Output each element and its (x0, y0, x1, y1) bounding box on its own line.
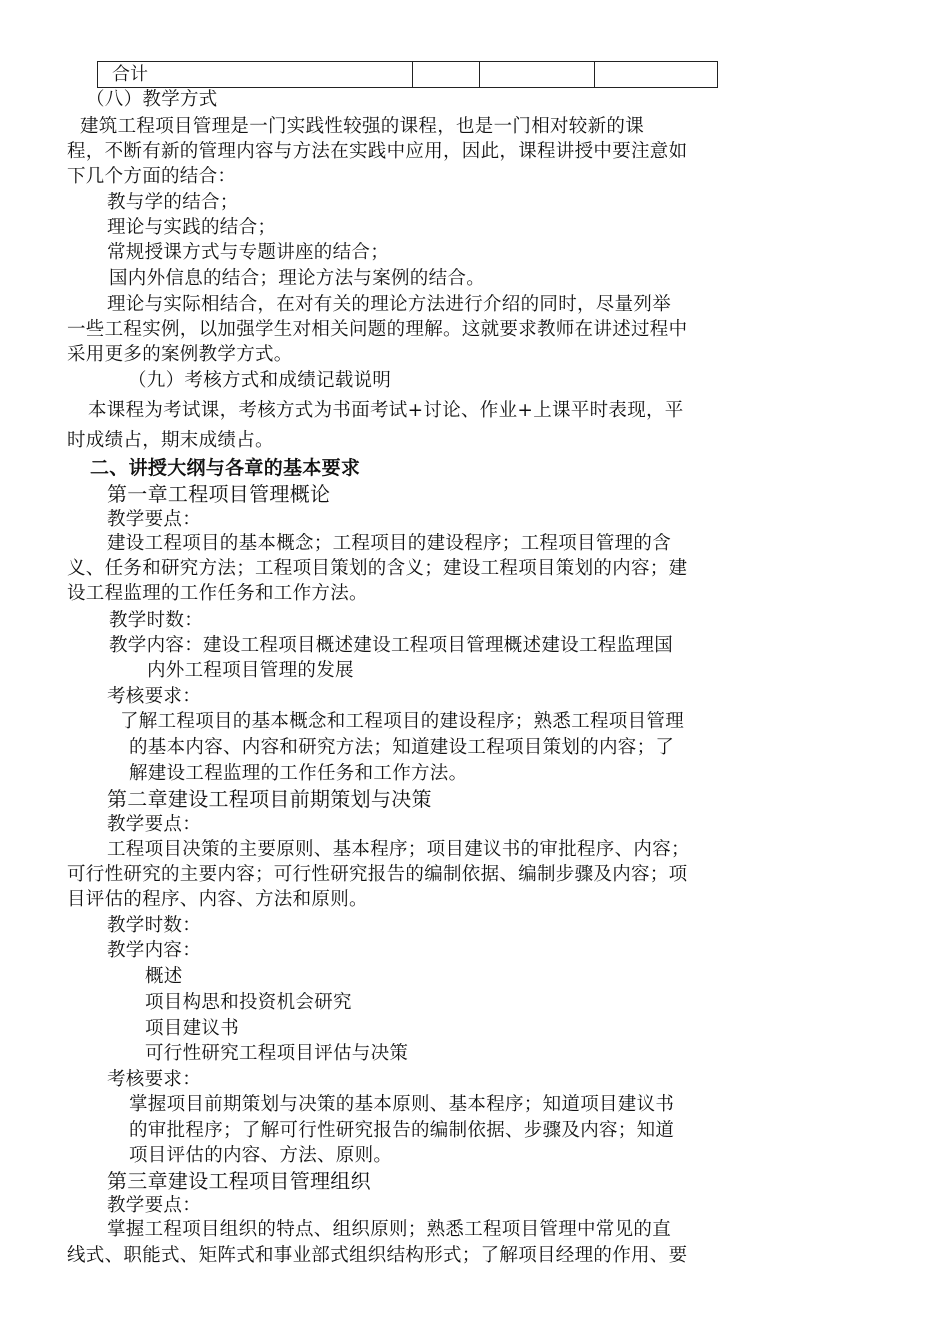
section-9-heading: （九）考核方式和成绩记载说明 (128, 370, 392, 391)
paragraph-line: 掌握工程项目组织的特点、组织原则；熟悉工程项目管理中常见的直 (107, 1219, 672, 1240)
paragraph-line: 设工程监理的工作任务和工作方法。 (67, 583, 368, 604)
list-item: 教与学的结合； (107, 192, 239, 213)
table-cell (413, 62, 480, 88)
chapter-2-title: 第二章建设工程项目前期策划与决策 (107, 787, 432, 811)
paragraph-line: 的基本内容、内容和研究方法；知道建设工程项目策划的内容；了 (129, 737, 675, 758)
label: 教学时数： (109, 610, 204, 631)
total-label-cell: 合计 (98, 62, 413, 88)
paragraph-line: 掌握项目前期策划与决策的基本原则、基本程序；知道项目建议书 (129, 1094, 675, 1115)
paragraph-line: 程，不断有新的管理内容与方法在实践中应用，因此，课程讲授中要注意如 (67, 141, 688, 162)
summary-table (97, 61, 718, 88)
paragraph-line: 下几个方面的结合： (67, 166, 237, 187)
list-item: 可行性研究工程项目评估与决策 (145, 1043, 409, 1064)
paragraph-line: 项目评估的内容、方法、原则。 (129, 1145, 393, 1166)
table-cell (595, 62, 718, 88)
label: 教学内容： (107, 940, 202, 961)
chapter-3-title: 第三章建设工程项目管理组织 (107, 1169, 371, 1193)
list-item: 常规授课方式与专题讲座的结合； (107, 242, 390, 263)
table-cell (480, 62, 595, 88)
paragraph-line: 建筑工程项目管理是一门实践性较强的课程，也是一门相对较新的课 (80, 116, 645, 137)
paragraph-line: 本课程为考试课，考核方式为书面考试+讨论、作业+上课平时表现，平 (88, 400, 684, 421)
paragraph-line: 教学内容：建设工程项目概述建设工程项目管理概述建设工程监理国 (109, 635, 674, 656)
label: 考核要求： (107, 1069, 202, 1090)
label: 教学要点： (107, 1195, 202, 1216)
label: 教学要点： (107, 814, 202, 835)
paragraph-line: 目评估的程序、内容、方法和原则。 (67, 889, 368, 910)
paragraph-line: 可行性研究的主要内容；可行性研究报告的编制依据、编制步骤及内容；项 (67, 864, 688, 885)
paragraph-line: 采用更多的案例教学方式。 (67, 344, 293, 365)
part-2-heading: 二、讲授大纲与各章的基本要求 (90, 457, 361, 479)
section-8-heading: （八）教学方式 (86, 89, 218, 110)
paragraph-line: 理论与实际相结合，在对有关的理论方法进行介绍的同时，尽量列举 (107, 294, 672, 315)
list-item: 国内外信息的结合；理论方法与案例的结合。 (109, 268, 486, 289)
list-item: 概述 (145, 966, 183, 987)
list-item: 项目构思和投资机会研究 (145, 992, 352, 1013)
paragraph-line: 了解工程项目的基本概念和工程项目的建设程序；熟悉工程项目管理 (120, 711, 685, 732)
paragraph-line: 线式、职能式、矩阵式和事业部式组织结构形式；了解项目经理的作用、要 (67, 1245, 688, 1266)
paragraph-line: 的审批程序；了解可行性研究报告的编制依据、步骤及内容；知道 (129, 1120, 675, 1141)
paragraph-line: 解建设工程监理的工作任务和工作方法。 (129, 763, 468, 784)
chapter-1-title: 第一章工程项目管理概论 (107, 482, 331, 506)
table-row (98, 62, 718, 88)
label: 考核要求： (107, 686, 202, 707)
paragraph-line: 一些工程实例，以加强学生对相关问题的理解。这就要求教师在讲述过程中 (67, 319, 688, 340)
paragraph-line: 义、任务和研究方法；工程项目策划的含义；建设工程项目策划的内容；建 (67, 558, 688, 579)
list-item: 理论与实践的结合； (107, 217, 277, 238)
label: 教学要点： (107, 509, 202, 530)
list-item: 项目建议书 (145, 1018, 240, 1039)
paragraph-line: 内外工程项目管理的发展 (147, 660, 354, 681)
label: 教学时数： (107, 915, 202, 936)
paragraph-line: 建设工程项目的基本概念；工程项目的建设程序；工程项目管理的含 (107, 533, 672, 554)
paragraph-line: 工程项目决策的主要原则、基本程序；项目建议书的审批程序、内容； (107, 839, 690, 860)
paragraph-line: 时成绩占，期末成绩占。 (67, 430, 274, 451)
